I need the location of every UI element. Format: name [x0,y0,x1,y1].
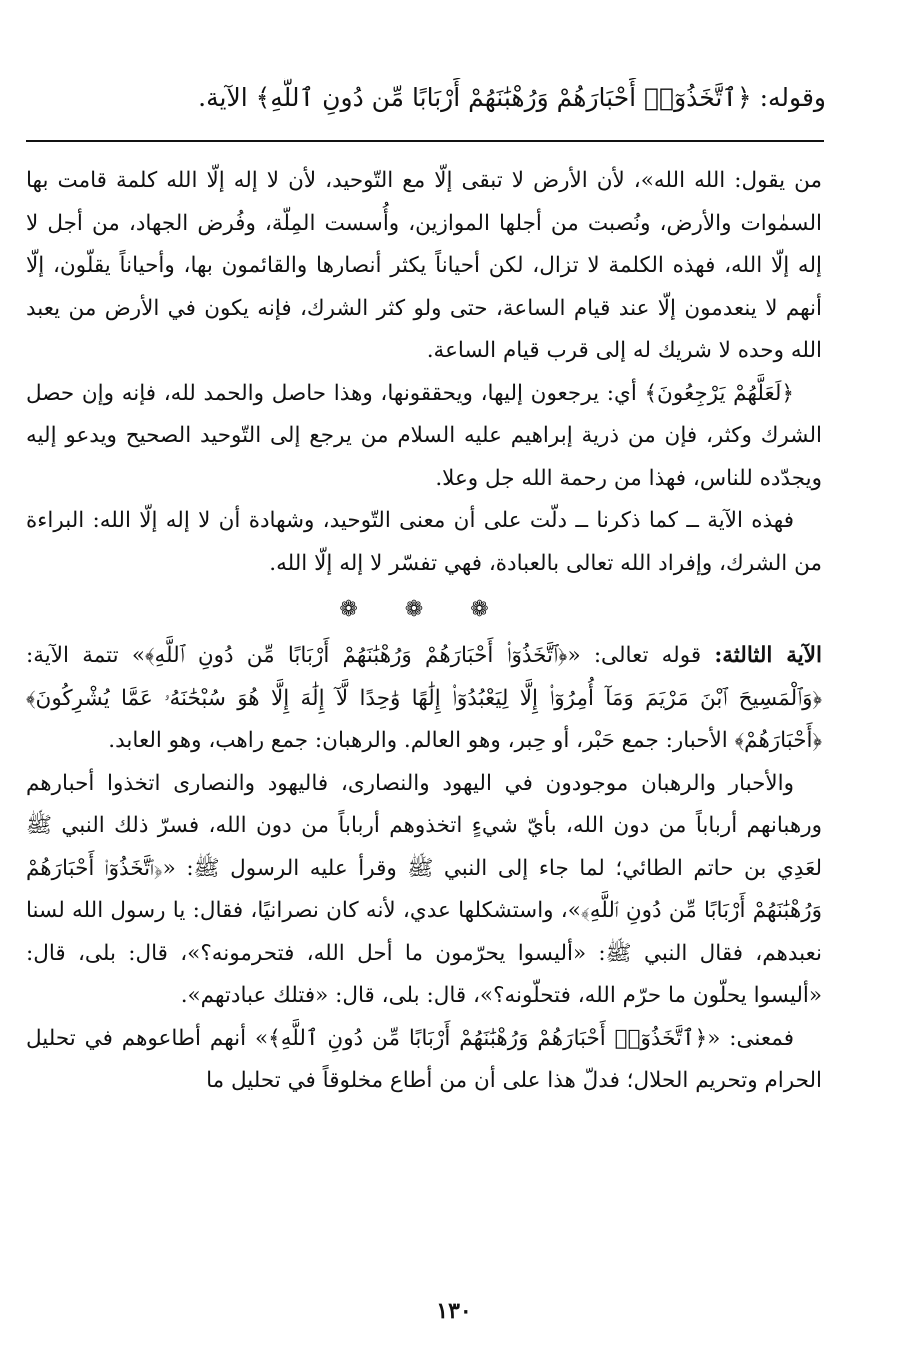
main-text [26,160,822,1103]
paragraph-4 [26,635,822,763]
paragraph-5-text: والأحبار والرهبان موجودون في اليهود والنصارى، فاليهود والنصارى اتخذوا أحبارهم ورهبانهم أرباباً من دون الله، بأيّ شيءٍ اتخذوهم أرباباً من دون الله، فسرّ ذلك النبي ﷺ لعَدِي بن حاتم الطائي؛ لما جاء إلى النبي ﷺ وقرأ عليه الرسول ﷺ: «﴿ٱتَّخَذُوٓا۟ أَحْبَارَهُمْ وَرُهْبَٰنَهُمْ أَرْبَابًا مِّن دُونِ ٱللَّهِ﴾»، واستشكلها عدي، لأنه كان نصرانيًا، فقال: يا رسول الله لسنا نعبدهم، فقال النبي ﷺ: «أليسوا يحرّمون ما أحل الله، فتحرمونه؟»، قال: بلى، قال: «أليسوا يحلّون ما حرّم الله، فتحلّونه؟»، قال: بلى، قال: «فتلك عبادتهم». [26,770,822,1008]
section-separator: ❁ ❁ ❁ [339,597,509,622]
paragraph-3 [26,500,822,585]
paragraph-2-text: ﴿لَعَلَّهُمْ يَرْجِعُونَ﴾ أي: يرجعون إليها، ويحققونها، وهذا حاصل والحمد لله، فإنه وإن حصل الشرك وكثر، فإن من ذرية إبراهيم عليه السلام من يرجع إلى التّوحيد الصحيح ويدعو إليه ويجدّده للناس، فهذا من رحمة الله جل وعلا. [26,380,822,491]
paragraph-1-text: من يقول: الله الله»، لأن الأرض لا تبقى إلّا مع التّوحيد، لأن لا إله إلّا الله كلمة قامت بها السمٰوات والأرض، ونُصبت من أجلها الموازين، وأُسست المِلّة، وفُرض الجهاد، من أجل لا إله إلّا الله، فهذه الكلمة لا تزال، لكن أحياناً يكثر أنصارها والقائمون بها، وأحياناً يقلّون، إلّا أنهم لا ينعدمون إلّا عند قيام الساعة، حتى ولو كثر الشرك، فإنه يكون في الأرض من يعبد الله وحده لا شريك له إلى قرب قيام الساعة. [26,168,822,363]
paragraph-4-text: قوله تعالى: «﴿ٱتَّخَذُوٓا۟ أَحْبَارَهُمْ وَرُهْبَٰنَهُمْ أَرْبَابًا مِّن دُونِ ٱللَّهِ﴾» تتمة الآية: ﴿وَٱلْمَسِيحَ ٱبْنَ مَرْيَمَ وَمَآ أُمِرُوٓا۟ إِلَّا لِيَعْبُدُوٓا۟ إِلَٰهًا وَٰحِدًا لَّآ إِلَٰهَ إِلَّا هُوَ سُبْحَٰنَهُۥ عَمَّا يُشْرِكُونَ﴾ ﴿أَحْبَارَهُمْ﴾ الأحبار: جمع حَبْر، أو حِبر، وهو العالم. والرهبان: جمع راهب، وهو العابد. [26,643,822,753]
running-header [56,78,826,118]
section-heading: الآية الثالثة: [714,643,822,668]
header-divider [26,140,824,142]
page-number: ١٣٠ [436,1298,472,1324]
paragraph-3-text: فهذه الآية ــ كما ذكرنا ــ دلّت على أن معنى التّوحيد، وشهادة أن لا إله إلّا الله: البراءة من الشرك، وإفراد الله تعالى بالعبادة، فهي تفسّر لا إله إلّا الله. [26,508,822,576]
paragraph-1 [26,160,822,373]
paragraph-6 [26,1018,822,1103]
paragraph-2 [26,373,822,501]
paragraph-6-text: فمعنى: «﴿ٱتَّخَذُوٓا۟ أَحْبَارَهُمْ وَرُهْبَٰنَهُمْ أَرْبَابًا مِّن دُونِ ٱللَّهِ﴾» أنهم أطاعوهم في تحليل الحرام وتحريم الحلال؛ فدلّ هذا على أن من أطاع مخلوقاً في تحليل ما [26,1025,822,1093]
header-text: وقوله: ﴿ٱتَّخَذُوٓا۟ أَحْبَارَهُمْ وَرُهْبَٰنَهُمْ أَرْبَابًا مِّن دُونِ ٱللَّهِ﴾ الآية. [198,83,826,112]
paragraph-5 [26,763,822,1018]
